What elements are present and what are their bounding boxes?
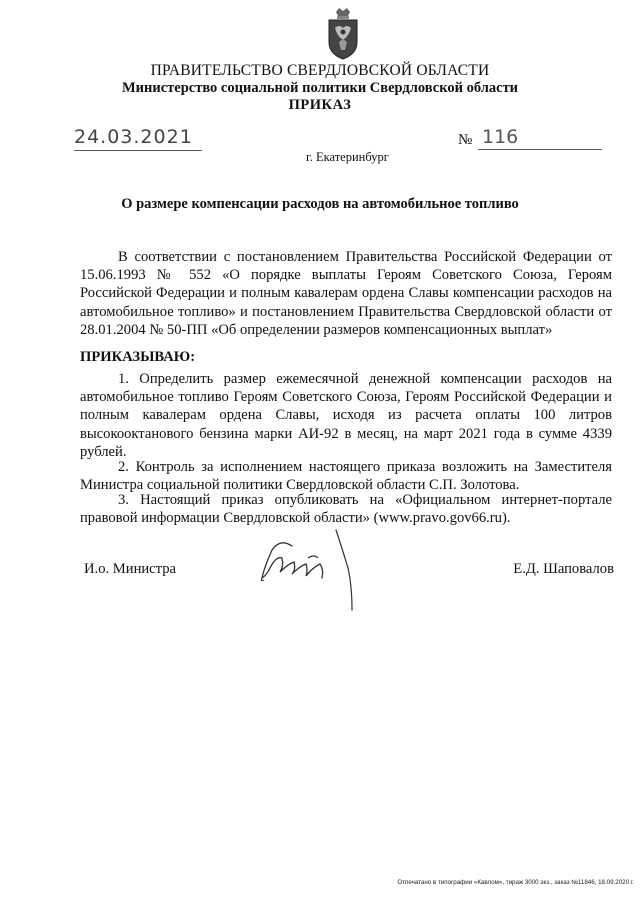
government-heading: ПРАВИТЕЛЬСТВО СВЕРДЛОВСКОЙ ОБЛАСТИ [150, 62, 490, 79]
document-title: О размере компенсации расходов на автомобильное топливо [121, 196, 519, 212]
order-word: ПРИКАЗЫВАЮ: [80, 349, 196, 365]
order-item-3: 3. Настоящий приказ опубликовать на «Официальном интернет-портале правовой информации Свердловской области» (www.pravo.gov66.ru). [80, 492, 612, 527]
city-label: г. Екатеринбург [306, 150, 389, 164]
document-type-heading: ПРИКАЗ [288, 97, 352, 113]
handwritten-signature [252, 528, 364, 614]
coat-of-arms-emblem [326, 8, 360, 60]
order-number-label: № [458, 132, 473, 148]
ministry-heading: Министерство социальной политики Свердловской области [121, 80, 519, 96]
signatory-name: Е.Д. Шаповалов [513, 561, 614, 577]
order-item-2: 2. Контроль за исполнением настоящего приказа возложить на Заместителя Министра социальной политики Свердловской области С.П. Золотова. [80, 459, 612, 494]
order-number: 116 [478, 126, 602, 150]
preamble-paragraph: В соответствии с постановлением Правительства Российской Федерации от 15.06.1993 № 552 «О порядке выплаты Героям Советского Союза, Героям Российской Федерации и полным кавалерам ордена Славы компенсации расходов на автомобильное топливо» и постановлением Правительства Свердловской области от 28.01.2004 № 50-ПП «Об определении размеров компенсационных выплат» [80, 249, 612, 338]
print-footer: Отпечатано в типографии «Кавлом», тираж 3000 экз., заказ №11846, 18.09.2020 г. [397, 879, 634, 886]
order-item-1: 1. Определить размер ежемесячной денежной компенсации расходов на автомобильное топливо Героям Советского Союза, Героям Российской Федерации и полным кавалерам ордена Славы, исходя из расчета оплаты 100 литров высокооктанового бензина марки АИ-92 в месяц, на март 2021 года в сумме 4339 рублей. [80, 371, 612, 460]
order-date: 24.03.2021 [74, 126, 202, 151]
signatory-role: И.о. Министра [84, 561, 176, 577]
